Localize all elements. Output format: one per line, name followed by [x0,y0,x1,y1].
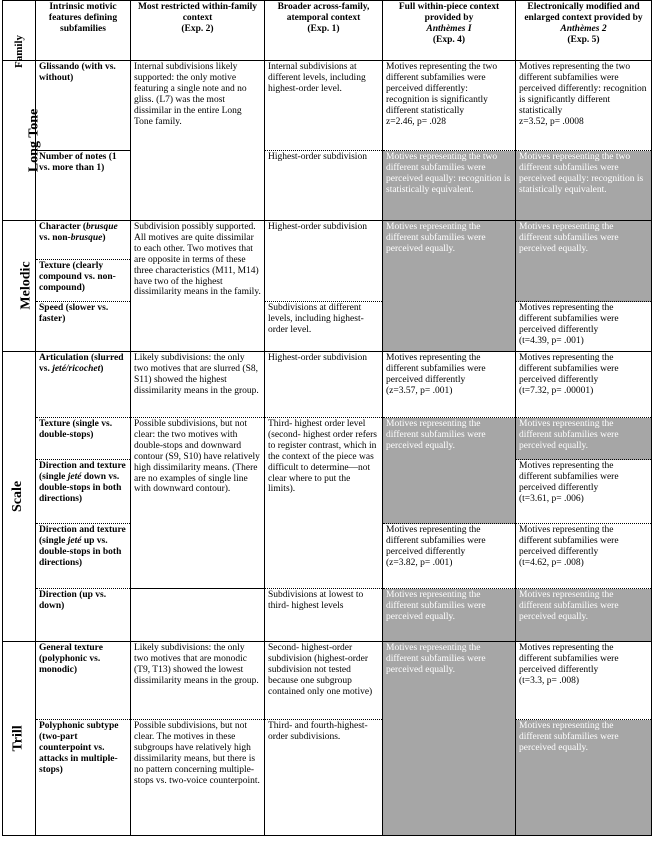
family-trill: Trill [3,642,36,836]
table-row [3,589,652,642]
exp4-direction-texture-up: Motives representing the different subfamilies were perceived differently (z=3.82, p= .001) [383,524,516,589]
header-features: Intrinsic motivic features defining subfamilies [36,1,131,61]
feature-direction: Direction (up vs. down) [36,589,131,642]
table-row [3,302,652,352]
exp5-general-texture: Motives representing the different subfamilies were perceived differently (t=3.3, p= .008) [516,642,652,720]
exp2-direction-empty [131,589,265,642]
feature-direction-texture-down: Direction and texture (single jeté down vs. double-stops in both directions) [36,460,131,524]
exp5-melodic-equal: Motives representing the different subfamilies were perceived equally. [516,221,652,302]
exp5-glissando: Motives representing the two different subfamilies were perceived differently: recognition is significantly different statistically z=3.52, p= .0008 [516,61,652,151]
exp2-articulation: Likely subdivisions: the only two motives that are slurred (S8, S11) showed the highest dissimilarity means in the group. [131,352,265,418]
exp5-melodic-different: Motives representing the different subfamilies were perceived differently (t=4.39, p= .001) [516,302,652,352]
feature-speed: Speed (slower vs. faster) [36,302,131,352]
feature-character: Character (brusque vs. non-brusque) [36,221,131,260]
family-long-tone: Long Tone [3,61,36,221]
table-row [3,418,652,460]
feature-number-of-notes: Number of notes (1 vs. more than 1) [36,151,131,221]
feature-articulation: Articulation (slurred vs. jeté/ricochet) [36,352,131,418]
exp4-trill: Motives representing the different subfamilies were perceived equally. [383,642,516,836]
family-melodic: Melodic [3,221,36,352]
exp1-number-of-notes: Highest-order subdivision [265,151,383,221]
header-exp1: Broader across-family, atemporal context (Exp. 1) [265,1,383,61]
exp4-articulation: Motives representing the different subfamilies were perceived differently (z=3.57, p= .001) [383,352,516,418]
table-row [3,221,652,260]
table-row [3,61,652,151]
exp4-melodic: Motives representing the different subfamilies were perceived equally. [383,221,516,352]
table-row [3,151,652,221]
header-exp5: Electronically modified and enlarged context provided by Anthèmes 2 (Exp. 5) [516,1,652,61]
feature-texture-melodic: Texture (clearly compound vs. non-compound) [36,260,131,302]
exp4-scale-texture: Motives representing the different subfamilies were perceived equally. [383,418,516,524]
exp2-scale-texture: Possible subdivisions, but not clear: the two motives with double-stops and downward contour (S9, S10) have relatively high dissimilarity means. (There are no examples of single line with downward contour). [131,418,265,589]
exp2-general-texture: Likely subdivisions: the only two motives that are monodic (T9, T13) showed the lowest dissimilarity means in the group. [131,642,265,720]
exp1-melodic-highest: Highest-order subdivision [265,221,383,302]
header-exp2: Most restricted within-family context (Exp. 2) [131,1,265,61]
results-table [2,0,652,836]
exp1-glissando: Internal subdivisions at different levels, including highest-order level. [265,61,383,151]
exp4-direction: Motives representing the different subfamilies were perceived equally. [383,589,516,642]
family-scale: Scale [3,352,36,642]
table-row [3,720,652,836]
exp5-scale-texture: Motives representing the different subfamilies were perceived equally. [516,418,652,460]
exp1-melodic-levels: Subdivisions at different levels, including highest-order level. [265,302,383,352]
header-row [3,1,652,61]
feature-glissando: Glissando (with vs. without) [36,61,131,151]
exp5-articulation: Motives representing the different subfamilies were perceived differently (t=7.32, p= .00001) [516,352,652,418]
feature-general-texture: General texture (polyphonic vs. monodic) [36,642,131,720]
exp1-articulation: Highest-order subdivision [265,352,383,418]
exp4-glissando: Motives representing the two different subfamilies were perceived differently: recognition is significantly different statistically z=2.46, p= .028 [383,61,516,151]
exp2-long-tone: Internal subdivisions likely supported: the only motive featuring a single note and no gliss. (L7) was the most dissimilar in the entire Long Tone family. [131,61,265,221]
exp5-direction-texture-up: Motives representing the different subfamilies were perceived differently (t=4.62, p= .008) [516,524,652,589]
exp5-direction-texture-down: Motives representing the different subfamilies were perceived differently (t=3.61, p= .006) [516,460,652,524]
exp5-direction: Motives representing the different subfamilies were perceived equally. [516,589,652,642]
feature-direction-texture-up: Direction and texture (single jeté up vs. double-stops in both directions) [36,524,131,589]
table-row [3,352,652,418]
exp2-melodic: Subdivision possibly supported. All motives are quite dissimilar to each other. Two motives that are opposite in terms of these three characteristics (M11, M14) have two of the highest dissimilarity means in the family. [131,221,265,352]
header-family: Family [3,1,36,61]
exp1-general-texture: Second- highest-order subdivision (highest-order subdivision not tested because one subgroup contained only one motive) [265,642,383,720]
exp1-scale-texture: Third- highest order level (second- highest order refers to register contrast, which in the context of the piece was difficult to determine—not clear where to put the limits). [265,418,383,589]
exp5-number-of-notes: Motives representing the two different subfamilies were perceived equally: recognition is statistically equivalent. [516,151,652,221]
table-row [3,642,652,720]
header-exp4: Full within-piece context provided by Anthèmes I (Exp. 4) [383,1,516,61]
exp1-direction: Subdivisions at lowest to third- highest levels [265,589,383,642]
exp2-polyphonic: Possible subdivisions, but not clear. The motives in these subgroups have relatively high dissimilarity means, but there is no pattern concerning multiple-stops vs. two-voice counterpoint. [131,720,265,836]
exp5-polyphonic: Motives representing the different subfamilies were perceived equally. [516,720,652,836]
exp4-number-of-notes: Motives representing the two different subfamilies were perceived equally: recognition is statistically equivalent. [383,151,516,221]
exp1-polyphonic: Third- and fourth-highest-order subdivisions. [265,720,383,836]
feature-polyphonic-subtype: Polyphonic subtype (two-part counterpoint vs. attacks in multiple-stops) [36,720,131,836]
feature-texture-scale: Texture (single vs. double-stops) [36,418,131,460]
